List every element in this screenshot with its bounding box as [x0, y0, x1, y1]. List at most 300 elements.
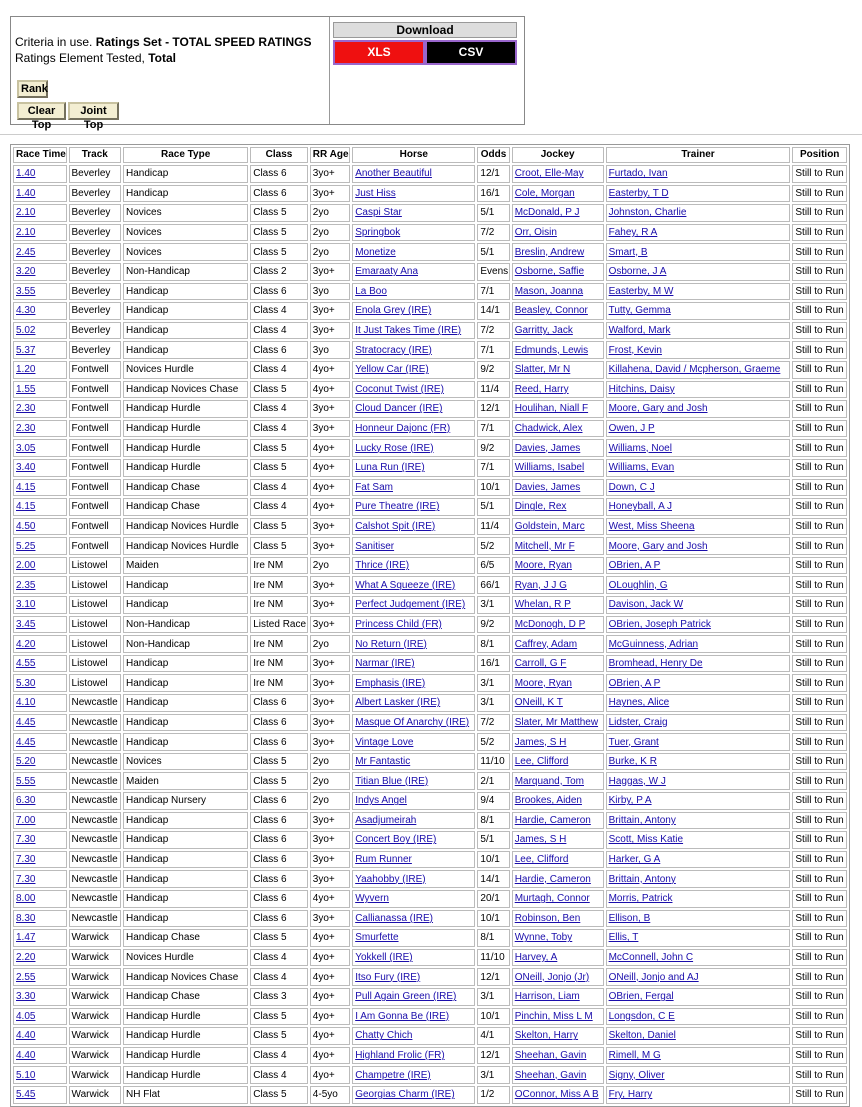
horse-link[interactable]: Mr Fantastic: [355, 756, 411, 768]
cell-horse: [352, 949, 475, 967]
cell-jockey: [512, 576, 604, 594]
cell-jockey: [512, 733, 604, 751]
cell-odds: 5/1: [477, 243, 509, 261]
cell-position: Still to Run: [792, 714, 847, 732]
column-header-rr-age: RR Age: [310, 147, 350, 163]
jockey-link[interactable]: James, S H: [514, 736, 567, 748]
trainer-link[interactable]: Burke, K R: [608, 756, 657, 768]
horse-link[interactable]: Springbok: [355, 227, 401, 239]
race-time-link[interactable]: 1.40: [16, 187, 36, 199]
cell-race-time: [13, 204, 67, 222]
cell-odds: 10/1: [477, 1008, 509, 1026]
jockey-link[interactable]: Hardie, Cameron: [514, 814, 591, 826]
horse-link[interactable]: Emphasis (IRE): [355, 677, 426, 689]
cell-class: Class 6: [250, 733, 308, 751]
horse-link[interactable]: Pull Again Green (IRE): [355, 991, 457, 1003]
trainer-link[interactable]: OLoughlin, G: [608, 579, 668, 591]
trainer-link[interactable]: OBrien, A P: [608, 677, 661, 689]
jockey-link[interactable]: OConnor, Miss A B: [514, 1089, 599, 1101]
race-time-link[interactable]: 2.30: [16, 403, 36, 415]
jockey-link[interactable]: Marquand, Tom: [514, 775, 584, 787]
race-time-link[interactable]: 4.45: [16, 716, 36, 728]
cell-track: Fontwell: [69, 518, 122, 536]
jockey-link[interactable]: Beasley, Connor: [514, 305, 588, 317]
jockey-link[interactable]: Mason, Joanna: [514, 285, 584, 297]
horse-link[interactable]: Princess Child (FR): [355, 618, 442, 630]
jockey-link[interactable]: Reed, Harry: [514, 383, 569, 395]
cell-horse: [352, 557, 475, 575]
jockey-link[interactable]: Mitchell, Mr F: [514, 540, 575, 552]
trainer-link[interactable]: McConnell, John C: [608, 952, 694, 964]
jockey-link[interactable]: Dingle, Rex: [514, 501, 567, 513]
rank-button[interactable]: Rank: [17, 80, 48, 98]
race-time-link[interactable]: 4.45: [16, 736, 36, 748]
horse-link[interactable]: Lucky Rose (IRE): [355, 442, 434, 454]
cell-position: Still to Run: [792, 283, 847, 301]
race-time-link[interactable]: 4.40: [16, 1030, 36, 1042]
horse-link[interactable]: Another Beautiful: [355, 168, 432, 180]
jockey-link[interactable]: James, S H: [514, 834, 567, 846]
trainer-link[interactable]: Johnston, Charlie: [608, 207, 687, 219]
trainer-link[interactable]: Haggas, W J: [608, 775, 666, 787]
trainer-link[interactable]: Ellis, T: [608, 932, 639, 944]
horse-link[interactable]: Titian Blue (IRE): [355, 775, 429, 787]
trainer-link[interactable]: McGuinness, Adrian: [608, 638, 699, 650]
horse-link[interactable]: Sanitiser: [355, 540, 395, 552]
csv-download-button[interactable]: CSV: [425, 40, 517, 65]
xls-download-button[interactable]: XLS: [333, 40, 425, 65]
horse-link[interactable]: Masque Of Anarchy (IRE): [355, 716, 470, 728]
cell-class: Class 6: [250, 792, 308, 810]
horse-link[interactable]: Perfect Judgement (IRE): [355, 599, 466, 611]
trainer-link[interactable]: Bromhead, Henry De: [608, 658, 703, 670]
cell-trainer: [606, 929, 791, 947]
race-time-link[interactable]: 3.05: [16, 442, 36, 454]
joint-top-button[interactable]: Joint Top: [68, 102, 119, 120]
criteria-cell: [11, 17, 330, 131]
cell-rr-age: 4yo+: [310, 498, 350, 516]
horse-link[interactable]: Narmar (IRE): [355, 658, 415, 670]
race-time-link[interactable]: 2.55: [16, 971, 36, 983]
cell-class: Class 4: [250, 968, 308, 986]
cell-class: Class 4: [250, 498, 308, 516]
trainer-link[interactable]: Down, C J: [608, 481, 655, 493]
jockey-link[interactable]: Whelan, R P: [514, 599, 571, 611]
jockey-link[interactable]: ONeill, Jonjo (Jr): [514, 971, 590, 983]
race-time-link[interactable]: 3.20: [16, 266, 36, 278]
jockey-link[interactable]: Goldstein, Marc: [514, 520, 585, 532]
race-time-link[interactable]: 5.55: [16, 775, 36, 787]
trainer-link[interactable]: Hitchins, Daisy: [608, 383, 675, 395]
race-time-link[interactable]: 8.00: [16, 893, 36, 905]
jockey-link[interactable]: Lee, Clifford: [514, 756, 569, 768]
horse-link[interactable]: Rum Runner: [355, 854, 412, 866]
horse-link[interactable]: Cloud Dancer (IRE): [355, 403, 443, 415]
race-time-link[interactable]: 4.05: [16, 1010, 36, 1022]
race-time-link[interactable]: 3.45: [16, 618, 36, 630]
cell-class: Class 4: [250, 322, 308, 340]
trainer-link[interactable]: Rimell, M G: [608, 1050, 661, 1062]
race-time-link[interactable]: 3.40: [16, 462, 36, 474]
table-row: [13, 910, 847, 928]
horse-link[interactable]: Fat Sam: [355, 481, 393, 493]
trainer-link[interactable]: Scott, Miss Katie: [608, 834, 684, 846]
cell-position: Still to Run: [792, 910, 847, 928]
race-time-link[interactable]: 4.55: [16, 658, 36, 670]
horse-link[interactable]: Concert Boy (IRE): [355, 834, 437, 846]
cell-jockey: [512, 341, 604, 359]
cell-odds: 8/1: [477, 812, 509, 830]
cell-odds: 3/1: [477, 596, 509, 614]
race-time-link[interactable]: 5.30: [16, 677, 36, 689]
race-time-link[interactable]: 5.25: [16, 540, 36, 552]
race-time-link[interactable]: 4.15: [16, 501, 36, 513]
cell-horse: [352, 479, 475, 497]
cell-track: Fontwell: [69, 439, 122, 457]
jockey-link[interactable]: Orr, Oisin: [514, 227, 557, 239]
jockey-link[interactable]: Harrison, Liam: [514, 991, 580, 1003]
race-time-link[interactable]: 4.15: [16, 481, 36, 493]
race-time-link[interactable]: 7.00: [16, 814, 36, 826]
cell-class: Ire NM: [250, 655, 308, 673]
trainer-link[interactable]: Killahena, David / Mcpherson, Graeme: [608, 364, 781, 376]
cell-horse: [352, 596, 475, 614]
cell-rr-age: 3yo+: [310, 165, 350, 183]
cell-position: Still to Run: [792, 576, 847, 594]
race-time-link[interactable]: 5.10: [16, 1069, 36, 1081]
jockey-link[interactable]: Carroll, G F: [514, 658, 567, 670]
clear-top-button[interactable]: Clear Top: [17, 102, 66, 120]
trainer-link[interactable]: Brittain, Antony: [608, 814, 676, 826]
horse-link[interactable]: Enola Grey (IRE): [355, 305, 432, 317]
jockey-link[interactable]: Breslin, Andrew: [514, 246, 585, 258]
horse-link[interactable]: Calshot Spit (IRE): [355, 520, 436, 532]
jockey-link[interactable]: Cole, Morgan: [514, 187, 575, 199]
cell-horse: [352, 812, 475, 830]
table-row: [13, 968, 847, 986]
trainer-link[interactable]: Davison, Jack W: [608, 599, 684, 611]
trainer-link[interactable]: Honeyball, A J: [608, 501, 672, 513]
cell-trainer: [606, 714, 791, 732]
cell-horse: [352, 400, 475, 418]
cell-rr-age: 3yo: [310, 341, 350, 359]
cell-jockey: [512, 224, 604, 242]
cell-trainer: [606, 165, 791, 183]
cell-horse: [352, 1047, 475, 1065]
trainer-link[interactable]: Fahey, R A: [608, 227, 658, 239]
jockey-link[interactable]: Garritty, Jack: [514, 325, 573, 337]
jockey-link[interactable]: Edmunds, Lewis: [514, 344, 589, 356]
cell-track: Newcastle: [69, 851, 122, 869]
jockey-link[interactable]: Hardie, Cameron: [514, 873, 591, 885]
jockey-link[interactable]: Wynne, Toby: [514, 932, 573, 944]
horse-link[interactable]: Yellow Car (IRE): [355, 364, 429, 376]
horse-link[interactable]: La Boo: [355, 285, 387, 297]
race-time-link[interactable]: 7.30: [16, 873, 36, 885]
cell-race-time: [13, 968, 67, 986]
trainer-link[interactable]: Smart, B: [608, 246, 648, 258]
horse-link[interactable]: Monetize: [355, 246, 396, 258]
race-time-link[interactable]: 2.35: [16, 579, 36, 591]
cell-jockey: [512, 616, 604, 634]
cell-race-time: [13, 831, 67, 849]
trainer-link[interactable]: Fry, Harry: [608, 1089, 653, 1101]
race-time-link[interactable]: 8.30: [16, 912, 36, 924]
race-time-link[interactable]: 1.47: [16, 932, 36, 944]
horse-link[interactable]: I Am Gonna Be (IRE): [355, 1010, 450, 1022]
cell-race-time: [13, 322, 67, 340]
cell-track: Beverley: [69, 322, 122, 340]
trainer-link[interactable]: Brittain, Antony: [608, 873, 676, 885]
cell-track: Newcastle: [69, 753, 122, 771]
horse-link[interactable]: Honneur Dajonc (FR): [355, 423, 451, 435]
cell-odds: 10/1: [477, 910, 509, 928]
cell-jockey: [512, 792, 604, 810]
jockey-link[interactable]: Croot, Elle-May: [514, 168, 584, 180]
trainer-link[interactable]: Owen, J P: [608, 423, 655, 435]
cell-position: Still to Run: [792, 165, 847, 183]
trainer-link[interactable]: OBrien, Fergal: [608, 991, 674, 1003]
race-time-link[interactable]: 7.30: [16, 854, 36, 866]
cell-trainer: [606, 204, 791, 222]
cell-class: Class 5: [250, 929, 308, 947]
trainer-link[interactable]: Morris, Patrick: [608, 893, 673, 905]
race-time-link[interactable]: 2.10: [16, 227, 36, 239]
horse-link[interactable]: Just Hiss: [355, 187, 396, 199]
race-time-link[interactable]: 1.55: [16, 383, 36, 395]
jockey-link[interactable]: Lee, Clifford: [514, 854, 569, 866]
horse-link[interactable]: Wyvern: [355, 893, 389, 905]
cell-odds: 11/4: [477, 381, 509, 399]
race-time-link[interactable]: 4.20: [16, 638, 36, 650]
trainer-link[interactable]: Lidster, Craig: [608, 716, 668, 728]
cell-race-type: Handicap Chase: [123, 479, 248, 497]
trainer-link[interactable]: Tutty, Gemma: [608, 305, 671, 317]
horse-link[interactable]: Highland Frolic (FR): [355, 1050, 445, 1062]
race-time-link[interactable]: 2.20: [16, 952, 36, 964]
race-time-link[interactable]: 4.10: [16, 697, 36, 709]
horse-link[interactable]: Yaahobby (IRE): [355, 873, 426, 885]
jockey-link[interactable]: Pinchin, Miss L M: [514, 1010, 593, 1022]
column-header-jockey: Jockey: [512, 147, 604, 163]
race-time-link[interactable]: 3.30: [16, 991, 36, 1003]
cell-position: Still to Run: [792, 263, 847, 281]
horse-link[interactable]: Callianassa (IRE): [355, 912, 433, 924]
jockey-link[interactable]: McDonald, P J: [514, 207, 580, 219]
cell-rr-age: 2yo: [310, 635, 350, 653]
trainer-link[interactable]: Furtado, Ivan: [608, 168, 668, 180]
cell-jockey: [512, 655, 604, 673]
trainer-link[interactable]: Williams, Noel: [608, 442, 672, 454]
trainer-link[interactable]: Longsdon, C E: [608, 1010, 675, 1022]
table-row: [13, 1027, 847, 1045]
cell-race-time: [13, 459, 67, 477]
jockey-link[interactable]: Slatter, Mr N: [514, 364, 571, 376]
jockey-link[interactable]: Osborne, Saffie: [514, 266, 585, 278]
cell-class: Ire NM: [250, 576, 308, 594]
jockey-link[interactable]: Moore, Ryan: [514, 560, 572, 572]
cell-trainer: [606, 1086, 791, 1104]
horse-link[interactable]: Albert Lasker (IRE): [355, 697, 441, 709]
trainer-link[interactable]: Kirby, P A: [608, 795, 652, 807]
cell-odds: 12/1: [477, 400, 509, 418]
cell-race-type: Handicap Novices Hurdle: [123, 537, 248, 555]
horse-link[interactable]: Emaraaty Ana: [355, 266, 418, 278]
horse-link[interactable]: Yokkell (IRE): [355, 952, 413, 964]
cell-trainer: [606, 224, 791, 242]
race-time-link[interactable]: 2.00: [16, 560, 36, 572]
trainer-link[interactable]: OBrien, A P: [608, 560, 661, 572]
race-time-link[interactable]: 4.30: [16, 305, 36, 317]
race-time-link[interactable]: 6.30: [16, 795, 36, 807]
table-row: [13, 283, 847, 301]
race-time-link[interactable]: 3.55: [16, 285, 36, 297]
jockey-link[interactable]: Robinson, Ben: [514, 912, 581, 924]
cell-track: Fontwell: [69, 459, 122, 477]
jockey-link[interactable]: Davies, James: [514, 481, 581, 493]
horse-link[interactable]: It Just Takes Time (IRE): [355, 325, 462, 337]
jockey-link[interactable]: Murtagh, Connor: [514, 893, 590, 905]
jockey-link[interactable]: Brookes, Aiden: [514, 795, 582, 807]
cell-horse: [352, 302, 475, 320]
cell-class: Class 4: [250, 479, 308, 497]
cell-horse: [352, 322, 475, 340]
cell-race-time: [13, 890, 67, 908]
race-time-link[interactable]: 4.50: [16, 520, 36, 532]
horse-link[interactable]: Chatty Chich: [355, 1030, 413, 1042]
horse-link[interactable]: Thrice (IRE): [355, 560, 410, 572]
race-time-link[interactable]: 5.20: [16, 756, 36, 768]
race-time-link[interactable]: 1.40: [16, 168, 36, 180]
jockey-link[interactable]: ONeill, K T: [514, 697, 563, 709]
cell-rr-age: 3yo+: [310, 576, 350, 594]
trainer-link[interactable]: Harker, G A: [608, 854, 661, 866]
race-time-link[interactable]: 4.40: [16, 1050, 36, 1062]
horse-link[interactable]: Indys Angel: [355, 795, 407, 807]
cell-jockey: [512, 596, 604, 614]
trainer-link[interactable]: Easterby, T D: [608, 187, 669, 199]
trainer-link[interactable]: Tuer, Grant: [608, 736, 659, 748]
trainer-link[interactable]: Moore, Gary and Josh: [608, 403, 708, 415]
cell-horse: [352, 576, 475, 594]
cell-race-type: Handicap: [123, 341, 248, 359]
race-time-link[interactable]: 1.20: [16, 364, 36, 376]
jockey-link[interactable]: Ryan, J J G: [514, 579, 567, 591]
cell-race-type: Maiden: [123, 772, 248, 790]
horse-link[interactable]: Stratocracy (IRE): [355, 344, 432, 356]
trainer-link[interactable]: West, Miss Sheena: [608, 520, 695, 532]
horse-link[interactable]: Georgias Charm (IRE): [355, 1089, 455, 1101]
cell-horse: [352, 733, 475, 751]
criteria-text: [15, 34, 312, 66]
race-time-link[interactable]: 5.37: [16, 344, 36, 356]
trainer-link[interactable]: OBrien, Joseph Patrick: [608, 618, 711, 630]
cell-position: Still to Run: [792, 616, 847, 634]
cell-horse: [352, 988, 475, 1006]
horse-link[interactable]: Luna Run (IRE): [355, 462, 425, 474]
cell-track: Warwick: [69, 1008, 122, 1026]
horse-link[interactable]: Champetre (IRE): [355, 1069, 431, 1081]
jockey-link[interactable]: Harvey, A: [514, 952, 558, 964]
cell-track: Warwick: [69, 1027, 122, 1045]
horse-link[interactable]: What A Squeeze (IRE): [355, 579, 456, 591]
trainer-link[interactable]: Walford, Mark: [608, 325, 671, 337]
jockey-link[interactable]: McDonogh, D P: [514, 618, 586, 630]
jockey-link[interactable]: Sheehan, Gavin: [514, 1069, 587, 1081]
column-header-track: Track: [69, 147, 122, 163]
cell-race-time: [13, 518, 67, 536]
trainer-link[interactable]: Frost, Kevin: [608, 344, 662, 356]
cell-odds: 11/10: [477, 949, 509, 967]
cell-jockey: [512, 498, 604, 516]
cell-horse: [352, 263, 475, 281]
race-time-link[interactable]: 3.10: [16, 599, 36, 611]
cell-horse: [352, 185, 475, 203]
trainer-link[interactable]: Williams, Evan: [608, 462, 675, 474]
cell-jockey: [512, 753, 604, 771]
cell-jockey: [512, 420, 604, 438]
horse-link[interactable]: Vintage Love: [355, 736, 414, 748]
horse-link[interactable]: Smurfette: [355, 932, 399, 944]
cell-race-time: [13, 1008, 67, 1026]
trainer-link[interactable]: Ellison, B: [608, 912, 651, 924]
table-body: [13, 165, 847, 1104]
jockey-link[interactable]: Skelton, Harry: [514, 1030, 579, 1042]
jockey-link[interactable]: Chadwick, Alex: [514, 423, 583, 435]
race-time-link[interactable]: 2.45: [16, 246, 36, 258]
trainer-link[interactable]: Skelton, Daniel: [608, 1030, 676, 1042]
trainer-link[interactable]: Osborne, J A: [608, 266, 667, 278]
trainer-link[interactable]: Haynes, Alice: [608, 697, 670, 709]
race-time-link[interactable]: 2.30: [16, 423, 36, 435]
trainer-link[interactable]: ONeill, Jonjo and AJ: [608, 971, 699, 983]
trainer-link[interactable]: Signy, Oliver: [608, 1069, 665, 1081]
jockey-link[interactable]: Davies, James: [514, 442, 581, 454]
race-time-link[interactable]: 5.02: [16, 325, 36, 337]
cell-odds: 7/2: [477, 322, 509, 340]
horse-link[interactable]: Caspi Star: [355, 207, 402, 219]
cell-track: Beverley: [69, 243, 122, 261]
jockey-link[interactable]: Caffrey, Adam: [514, 638, 578, 650]
horse-link[interactable]: Asadjumeirah: [355, 814, 417, 826]
cell-position: Still to Run: [792, 479, 847, 497]
horse-link[interactable]: Itso Fury (IRE): [355, 971, 421, 983]
jockey-link[interactable]: Sheehan, Gavin: [514, 1050, 587, 1062]
race-time-link[interactable]: 5.45: [16, 1089, 36, 1101]
cell-jockey: [512, 1027, 604, 1045]
horse-link[interactable]: No Return (IRE): [355, 638, 427, 650]
cell-trainer: [606, 655, 791, 673]
race-time-link[interactable]: 2.10: [16, 207, 36, 219]
horse-link[interactable]: Coconut Twist (IRE): [355, 383, 444, 395]
race-time-link[interactable]: 7.30: [16, 834, 36, 846]
jockey-link[interactable]: Moore, Ryan: [514, 677, 572, 689]
cell-rr-age: 2yo: [310, 243, 350, 261]
cell-class: Class 4: [250, 302, 308, 320]
trainer-link[interactable]: Easterby, M W: [608, 285, 674, 297]
jockey-link[interactable]: Williams, Isabel: [514, 462, 585, 474]
horse-link[interactable]: Pure Theatre (IRE): [355, 501, 440, 513]
cell-jockey: [512, 185, 604, 203]
trainer-link[interactable]: Moore, Gary and Josh: [608, 540, 708, 552]
cell-position: Still to Run: [792, 1027, 847, 1045]
jockey-link[interactable]: Slater, Mr Matthew: [514, 716, 599, 728]
cell-odds: 20/1: [477, 890, 509, 908]
jockey-link[interactable]: Houlihan, Niall F: [514, 403, 589, 415]
cell-position: Still to Run: [792, 322, 847, 340]
cell-race-time: [13, 753, 67, 771]
cell-track: Fontwell: [69, 537, 122, 555]
